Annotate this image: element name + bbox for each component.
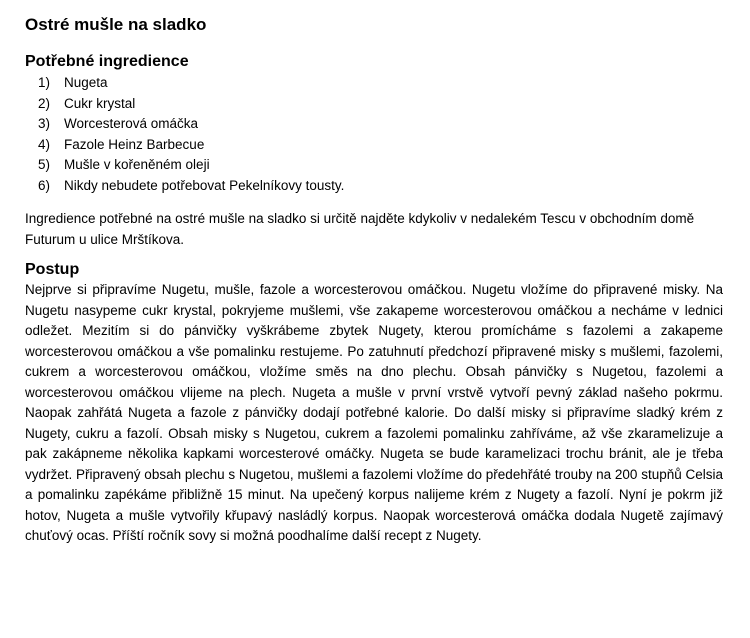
list-item xyxy=(38,155,750,176)
ingredient-text: Nugeta xyxy=(64,75,108,90)
list-number: 1) xyxy=(38,75,51,90)
ingredient-text: Cukr krystal xyxy=(64,95,136,111)
ingredient-text: Worcesterová omáčka xyxy=(64,116,199,131)
ingredients-heading: Potřebné ingredience xyxy=(25,53,189,70)
ingredient-text: Fazole Heinz Barbecue xyxy=(64,136,205,152)
list-number: 3) xyxy=(38,116,51,131)
ingredients-list xyxy=(25,73,750,196)
list-item xyxy=(38,176,750,197)
list-number: 4) xyxy=(38,136,51,152)
list-number: 5) xyxy=(38,157,51,172)
list-item xyxy=(38,73,750,94)
procedure-heading: Postup xyxy=(25,261,80,278)
ingredient-text: Mušle v kořeněném oleji xyxy=(64,157,210,172)
list-item xyxy=(38,135,750,156)
ingredients-note: Ingredience potřebné na ostré mušle na sladko si určitě najděte kdykoliv v nedalekém Tescu v obchodním domě Futurum u ulice Mrštíkova. xyxy=(25,211,695,247)
ingredient-text: Nikdy nebudete potřebovat Pekelníkovy tousty. xyxy=(64,177,345,193)
procedure-text: Nejprve si připravíme Nugetu, mušle, fazole a worcesterovou omáčkou. Nugetu vložíme do připravené misky. Na Nugetu nasypeme cukr krystal, pokryjeme mušlemi, vše zakapeme worcesterovou omáčkou a necháme v lednici odležet. Mezitím si do pánvičky vyškrábeme zbytek Nugety, kterou promícháme s fazolemi a zakapeme worcesterovou omáčkou a vše pomalinku restujeme. Po zatuhnutí předchozí připravené misky s mušlemi, fazolemi, cukrem a worcesterovou omáčkou, vložíme směs na dno plechu. Obsah pánvičky s Nugetou, fazolemi a worcesterovou omáčkou vlijeme na plech. Nugeta a mušle v první vrstvě vytvoří pevný základ našeho pokrmu. Naopak zahřátá Nugeta a fazole z pánvičky dodají potřebné kalorie. Do další misky si připravíme sladký krém z Nugety, cukru a fazolí. Obsah misky s Nugetou, cukrem a fazolemi pomalinku zahříváme, až vše zkaramelizuje a pak zakápneme několika kapkami worcesterové omáčky. Nugeta se bude karamelizaci trochu bránit, ale je třeba vydržet. Připravený obsah plechu s Nugetou, mušlemi a fazolemi vložíme do předehřáté trouby na 200 stupňů Celsia a pomalinku zapékáme přibližně 15 minut. Na upečený korpus nalijeme krém z Nugety a fazolí. Nyní je pokrm již hotov, Nugeta a mušle vytvořily křupavý nasládlý korpus. Naopak worcesterová omáčka dodala Nugetě zajímavý chuťový ocas. Příští ročník sovy si možná poodhalíme další recept z Nugety. xyxy=(25,282,723,543)
list-item xyxy=(38,94,750,115)
recipe-title: Ostré mušle na sladko xyxy=(25,15,207,34)
list-number: 6) xyxy=(38,177,51,193)
list-item xyxy=(38,114,750,135)
list-number: 2) xyxy=(38,95,51,111)
